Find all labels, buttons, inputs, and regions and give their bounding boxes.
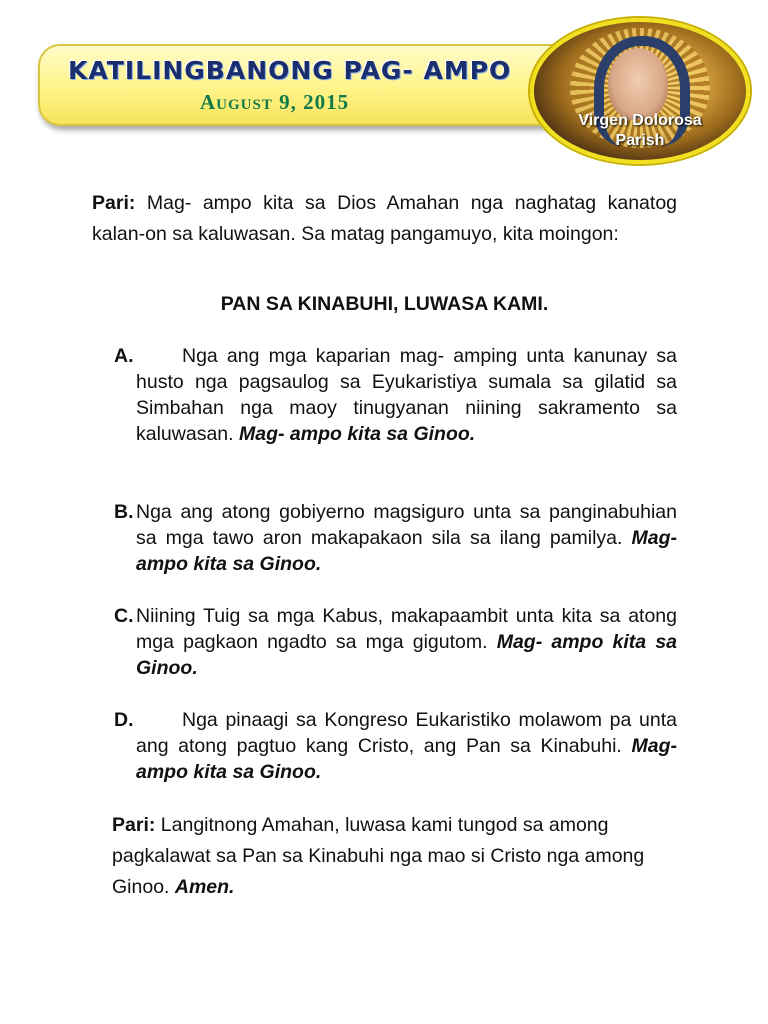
closing-amen: Amen. — [174, 876, 235, 898]
petition-b — [114, 499, 677, 577]
page-title: KATILINGBANONG PAG- AMPO — [68, 56, 512, 85]
intro-speaker: Pari: — [92, 192, 136, 214]
petition-text: Nga ang mga kaparian mag- amping unta kanunay sa husto nga pagsaulog sa Eyukaristiya sumala sa gilatid sa Simbahan nga maoy tinugyanan niining sakramento sa kaluwasan. — [136, 345, 677, 445]
intro-paragraph — [92, 188, 677, 250]
petition-label: C. — [114, 605, 134, 627]
closing-text: Langitnong Amahan, luwasa kami tungod sa among pagkalawat sa Pan sa Kinabuhi nga mao si Cristo nga among Ginoo. — [112, 814, 645, 898]
petition-text: Niining Tuig sa mga Kabus, makapaambit unta kita sa atong mga pagkaon ngadto sa mga gigutom. — [136, 605, 677, 653]
parish-seal — [530, 18, 750, 164]
seal-name-line1: Virgen Dolorosa — [578, 112, 702, 129]
petition-response: Mag- ampo kita sa Ginoo. — [136, 527, 677, 575]
petition-d — [114, 707, 677, 785]
response-line: PAN SA KINABUHI, LUWASA KAMI. — [220, 293, 549, 315]
petition-text: Nga pinaagi sa Kongreso Eukaristiko molawom pa unta ang atong pagtuo kang Cristo, ang Pan sa Kinabuhi. — [136, 709, 677, 757]
closing-speaker: Pari: — [112, 814, 156, 836]
petition-label: A. — [114, 345, 134, 367]
petition-response: Mag- ampo kita sa Ginoo. — [136, 631, 678, 679]
petition-a — [114, 343, 677, 447]
petition-c — [114, 603, 677, 681]
petition-response: Mag- ampo kita sa Ginoo. — [238, 423, 476, 445]
closing-paragraph — [112, 810, 672, 903]
seal-name-line2: Parish — [615, 132, 665, 149]
petition-label: D. — [114, 709, 134, 731]
intro-text: Mag- ampo kita sa Dios Amahan nga naghatag kanatog kalan-on sa kaluwasan. Sa matag pangamuyo, kita moingon: — [92, 192, 678, 245]
petition-text: Nga ang atong gobiyerno magsiguro unta sa panginabuhian sa mga tawo aron makapakaon sila sa ilang pamilya. — [136, 501, 677, 549]
page-date: August 9, 2015 — [200, 90, 350, 114]
petition-label: B. — [114, 501, 134, 523]
petition-response: Mag- ampo kita sa Ginoo. — [136, 735, 677, 783]
